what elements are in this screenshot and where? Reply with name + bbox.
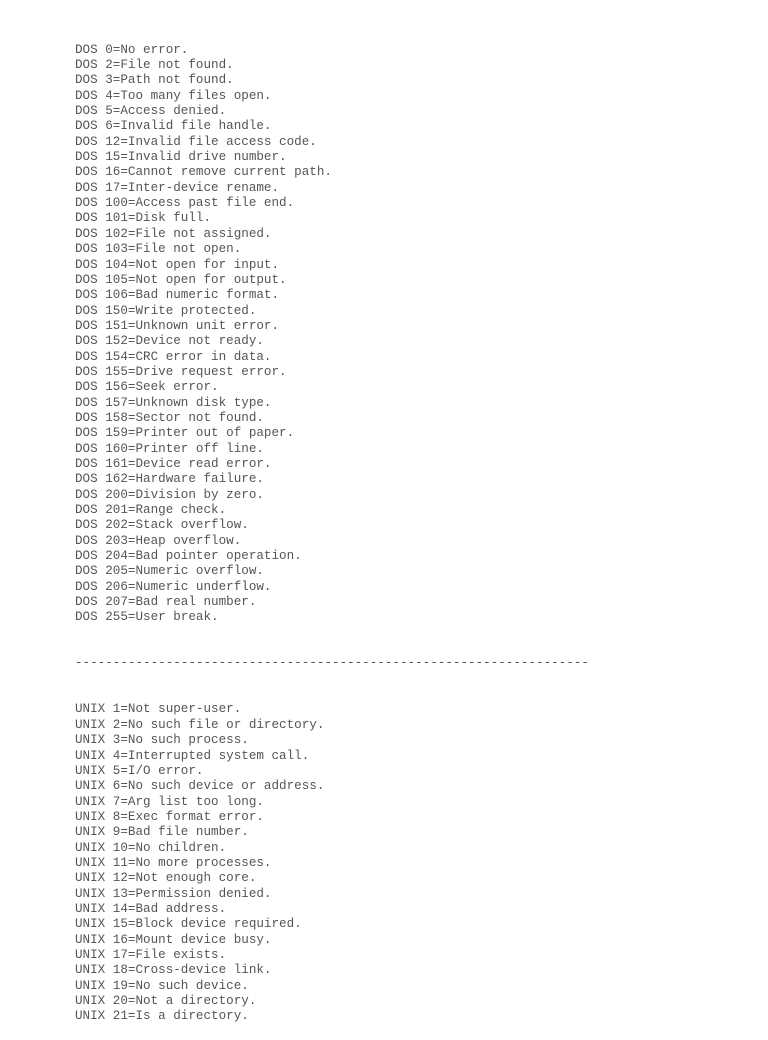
- dos-error-line: DOS 3=Path not found.: [75, 73, 234, 88]
- dos-error-line: DOS 15=Invalid drive number.: [75, 150, 287, 165]
- error-code-listing: [75, 12, 589, 1040]
- dos-error-line: DOS 6=Invalid file handle.: [75, 119, 272, 134]
- dos-error-line: DOS 103=File not open.: [75, 242, 242, 257]
- unix-error-line: UNIX 2=No such file or directory.: [75, 717, 325, 732]
- dos-error-line: DOS 158=Sector not found.: [75, 410, 264, 425]
- dos-error-line: DOS 200=Division by zero.: [75, 487, 264, 502]
- dos-error-line: DOS 4=Too many files open.: [75, 88, 272, 103]
- dos-error-line: DOS 207=Bad real number.: [75, 595, 257, 610]
- unix-error-line: UNIX 21=Is a directory.: [75, 1009, 249, 1024]
- dos-error-line: DOS 105=Not open for output.: [75, 272, 287, 287]
- section-separator: --------------------------------------------------------------------: [75, 656, 589, 671]
- dos-error-line: DOS 202=Stack overflow.: [75, 518, 249, 533]
- dos-error-line: DOS 156=Seek error.: [75, 380, 219, 395]
- dos-error-line: DOS 151=Unknown unit error.: [75, 318, 280, 333]
- unix-error-line: UNIX 3=No such process.: [75, 733, 249, 748]
- dos-error-list: [75, 43, 589, 626]
- dos-error-line: DOS 150=Write protected.: [75, 303, 257, 318]
- dos-error-line: DOS 159=Printer out of paper.: [75, 426, 295, 441]
- unix-error-line: UNIX 1=Not super-user.: [75, 702, 242, 717]
- dos-error-line: DOS 101=Disk full.: [75, 211, 212, 226]
- unix-error-line: UNIX 15=Block device required.: [75, 917, 302, 932]
- dos-error-line: DOS 160=Printer off line.: [75, 441, 264, 456]
- dos-error-line: DOS 16=Cannot remove current path.: [75, 165, 332, 180]
- dos-error-line: DOS 17=Inter-device rename.: [75, 180, 280, 195]
- dos-error-line: DOS 5=Access denied.: [75, 104, 227, 119]
- dos-error-line: DOS 155=Drive request error.: [75, 364, 287, 379]
- dos-error-line: DOS 0=No error.: [75, 42, 189, 57]
- unix-error-line: UNIX 9=Bad file number.: [75, 825, 249, 840]
- dos-error-line: DOS 104=Not open for input.: [75, 257, 280, 272]
- dos-error-line: DOS 201=Range check.: [75, 503, 227, 517]
- unix-error-line: UNIX 14=Bad address.: [75, 901, 227, 916]
- unix-error-list: [75, 702, 589, 1024]
- dos-error-line: DOS 152=Device not ready.: [75, 334, 264, 349]
- unix-error-line: UNIX 11=No more processes.: [75, 855, 272, 870]
- dos-error-line: DOS 162=Hardware failure.: [75, 472, 264, 487]
- dos-error-line: DOS 205=Numeric overflow.: [75, 564, 264, 579]
- unix-error-line: UNIX 13=Permission denied.: [75, 886, 272, 901]
- dos-error-line: DOS 204=Bad pointer operation.: [75, 549, 302, 564]
- unix-error-line: UNIX 5=I/O error.: [75, 763, 204, 778]
- unix-error-line: UNIX 20=Not a directory.: [75, 994, 257, 1008]
- unix-error-line: UNIX 17=File exists.: [75, 947, 227, 962]
- unix-error-line: UNIX 10=No children.: [75, 840, 227, 855]
- unix-error-line: UNIX 16=Mount device busy.: [75, 932, 272, 947]
- dos-error-line: DOS 100=Access past file end.: [75, 196, 295, 211]
- dos-error-line: DOS 102=File not assigned.: [75, 226, 272, 241]
- dos-error-line: DOS 12=Invalid file access code.: [75, 134, 317, 149]
- unix-error-line: UNIX 4=Interrupted system call.: [75, 748, 310, 763]
- dos-error-line: DOS 106=Bad numeric format.: [75, 288, 280, 303]
- dos-error-line: DOS 157=Unknown disk type.: [75, 395, 272, 410]
- dos-error-line: DOS 161=Device read error.: [75, 456, 272, 471]
- dos-error-line: DOS 203=Heap overflow.: [75, 533, 242, 548]
- unix-error-line: UNIX 12=Not enough core.: [75, 871, 257, 886]
- dos-error-line: DOS 255=User break.: [75, 610, 219, 625]
- dos-error-line: DOS 206=Numeric underflow.: [75, 579, 272, 594]
- unix-error-line: UNIX 19=No such device.: [75, 978, 249, 993]
- unix-error-line: UNIX 6=No such device or address.: [75, 779, 325, 794]
- dos-error-line: DOS 154=CRC error in data.: [75, 349, 272, 364]
- unix-error-line: UNIX 18=Cross-device link.: [75, 963, 272, 978]
- dos-error-line: DOS 2=File not found.: [75, 58, 234, 73]
- unix-error-line: UNIX 8=Exec format error.: [75, 809, 264, 824]
- unix-error-line: UNIX 7=Arg list too long.: [75, 794, 264, 809]
